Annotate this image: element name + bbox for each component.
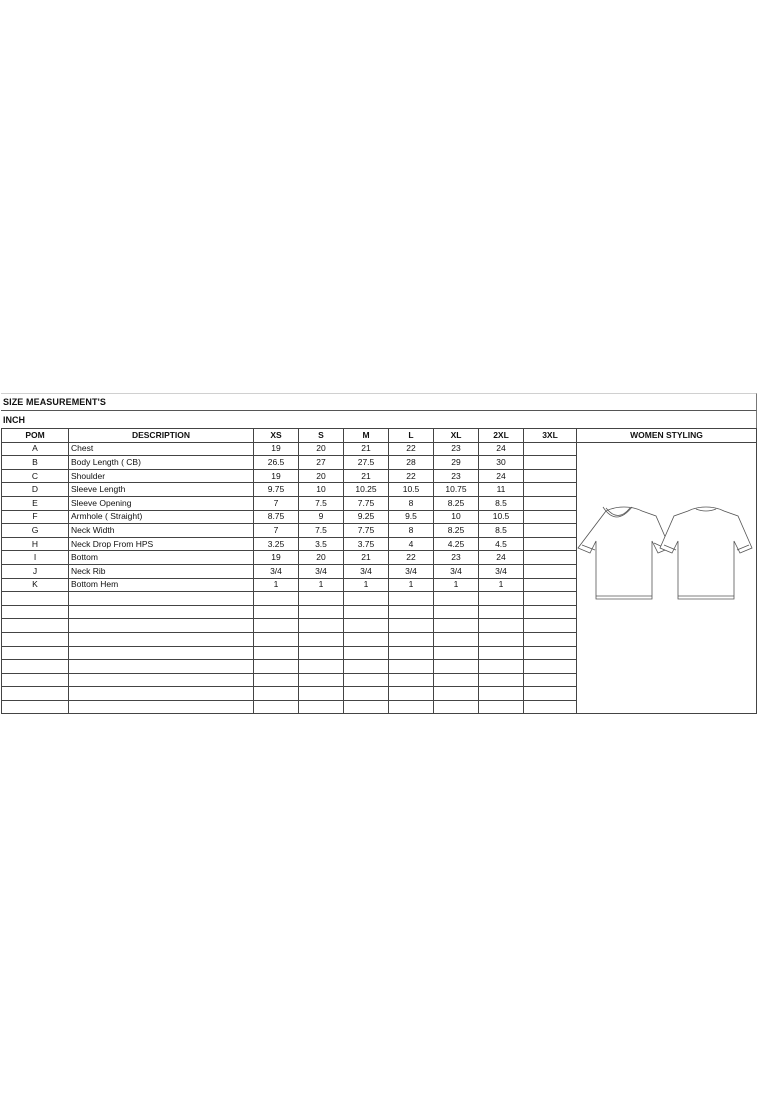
size-cell-m: 7.75 bbox=[344, 496, 389, 510]
styling-image-cell bbox=[576, 441, 756, 699]
empty-cell bbox=[524, 700, 577, 714]
size-cell-2xl: 24 bbox=[479, 469, 524, 483]
size-cell-3xl bbox=[524, 564, 577, 578]
size-cell-2xl: 8.5 bbox=[479, 524, 524, 538]
size-cell-2xl: 24 bbox=[479, 442, 524, 456]
empty-cell bbox=[344, 592, 389, 606]
empty-cell bbox=[2, 592, 69, 606]
empty-cell bbox=[254, 646, 299, 660]
description-cell: Neck Width bbox=[69, 524, 254, 538]
size-cell-2xl: 30 bbox=[479, 456, 524, 470]
empty-cell bbox=[434, 592, 479, 606]
description-cell: Armhole ( Straight) bbox=[69, 510, 254, 524]
size-cell-l: 22 bbox=[389, 551, 434, 565]
size-cell-xs: 7 bbox=[254, 496, 299, 510]
tshirt-flat-sketch bbox=[576, 503, 756, 603]
unit-row bbox=[1, 410, 757, 429]
size-cell-l: 9.5 bbox=[389, 510, 434, 524]
size-cell-3xl bbox=[524, 537, 577, 551]
size-cell-s: 1 bbox=[299, 578, 344, 592]
description-header: DESCRIPTION bbox=[69, 429, 254, 443]
size-cell-m: 3/4 bbox=[344, 564, 389, 578]
size-cell-xs: 9.75 bbox=[254, 483, 299, 497]
size-cell-xs: 26.5 bbox=[254, 456, 299, 470]
empty-cell bbox=[479, 632, 524, 646]
size-header-3xl: 3XL bbox=[524, 429, 577, 443]
size-cell-3xl bbox=[524, 469, 577, 483]
size-cell-m: 7.75 bbox=[344, 524, 389, 538]
size-cell-s: 7.5 bbox=[299, 524, 344, 538]
empty-cell bbox=[2, 632, 69, 646]
empty-cell bbox=[299, 700, 344, 714]
description-cell: Chest bbox=[69, 442, 254, 456]
empty-cell bbox=[389, 632, 434, 646]
size-cell-2xl: 4.5 bbox=[479, 537, 524, 551]
empty-cell bbox=[434, 687, 479, 701]
women-styling-header: WOMEN STYLING bbox=[577, 429, 757, 443]
empty-cell bbox=[254, 619, 299, 633]
empty-cell bbox=[479, 619, 524, 633]
size-cell-s: 10 bbox=[299, 483, 344, 497]
empty-cell bbox=[524, 646, 577, 660]
size-cell-2xl: 11 bbox=[479, 483, 524, 497]
pom-cell: K bbox=[2, 578, 69, 592]
empty-cell bbox=[69, 646, 254, 660]
empty-cell bbox=[254, 605, 299, 619]
empty-cell bbox=[434, 605, 479, 619]
empty-cell bbox=[434, 673, 479, 687]
empty-cell bbox=[2, 646, 69, 660]
size-cell-s: 3/4 bbox=[299, 564, 344, 578]
empty-cell bbox=[479, 592, 524, 606]
size-cell-2xl: 10.5 bbox=[479, 510, 524, 524]
size-cell-m: 21 bbox=[344, 442, 389, 456]
empty-cell bbox=[434, 660, 479, 674]
pom-header: POM bbox=[2, 429, 69, 443]
empty-cell bbox=[2, 605, 69, 619]
pom-cell: E bbox=[2, 496, 69, 510]
size-cell-xs: 19 bbox=[254, 551, 299, 565]
empty-cell bbox=[344, 673, 389, 687]
empty-cell bbox=[389, 605, 434, 619]
empty-cell bbox=[69, 605, 254, 619]
size-header-2xl: 2XL bbox=[479, 429, 524, 443]
empty-cell bbox=[524, 619, 577, 633]
size-cell-xl: 23 bbox=[434, 551, 479, 565]
size-header-xs: XS bbox=[254, 429, 299, 443]
empty-cell bbox=[479, 673, 524, 687]
size-cell-xs: 7 bbox=[254, 524, 299, 538]
size-cell-m: 3.75 bbox=[344, 537, 389, 551]
size-header-l: L bbox=[389, 429, 434, 443]
size-cell-s: 20 bbox=[299, 469, 344, 483]
description-cell: Shoulder bbox=[69, 469, 254, 483]
size-cell-3xl bbox=[524, 496, 577, 510]
pom-cell: J bbox=[2, 564, 69, 578]
size-cell-l: 22 bbox=[389, 469, 434, 483]
empty-cell bbox=[299, 592, 344, 606]
empty-cell bbox=[524, 673, 577, 687]
size-cell-s: 3.5 bbox=[299, 537, 344, 551]
size-cell-3xl bbox=[524, 456, 577, 470]
empty-cell bbox=[479, 660, 524, 674]
size-cell-3xl bbox=[524, 551, 577, 565]
description-cell: Bottom Hem bbox=[69, 578, 254, 592]
size-cell-2xl: 3/4 bbox=[479, 564, 524, 578]
empty-cell bbox=[344, 619, 389, 633]
size-cell-2xl: 1 bbox=[479, 578, 524, 592]
empty-cell bbox=[524, 605, 577, 619]
empty-cell bbox=[69, 592, 254, 606]
size-cell-xl: 1 bbox=[434, 578, 479, 592]
empty-cell bbox=[299, 619, 344, 633]
size-cell-xs: 19 bbox=[254, 442, 299, 456]
description-cell: Sleeve Length bbox=[69, 483, 254, 497]
size-header-xl: XL bbox=[434, 429, 479, 443]
size-cell-xl: 10.75 bbox=[434, 483, 479, 497]
size-header-m: M bbox=[344, 429, 389, 443]
tshirt-back-sketch bbox=[660, 507, 752, 599]
size-cell-xl: 8.25 bbox=[434, 496, 479, 510]
empty-cell bbox=[299, 632, 344, 646]
empty-cell bbox=[434, 700, 479, 714]
description-cell: Neck Rib bbox=[69, 564, 254, 578]
empty-cell bbox=[434, 646, 479, 660]
size-cell-xl: 23 bbox=[434, 442, 479, 456]
empty-cell bbox=[69, 619, 254, 633]
size-cell-2xl: 24 bbox=[479, 551, 524, 565]
size-spec-sheet bbox=[1, 393, 757, 700]
empty-cell bbox=[479, 605, 524, 619]
empty-cell bbox=[299, 646, 344, 660]
size-cell-l: 3/4 bbox=[389, 564, 434, 578]
empty-cell bbox=[299, 687, 344, 701]
title-row bbox=[1, 393, 757, 411]
empty-cell bbox=[434, 632, 479, 646]
empty-cell bbox=[434, 619, 479, 633]
empty-cell bbox=[69, 660, 254, 674]
size-cell-l: 4 bbox=[389, 537, 434, 551]
empty-cell bbox=[389, 646, 434, 660]
empty-cell bbox=[254, 687, 299, 701]
empty-cell bbox=[254, 632, 299, 646]
size-cell-m: 27.5 bbox=[344, 456, 389, 470]
empty-cell bbox=[69, 632, 254, 646]
empty-cell bbox=[2, 673, 69, 687]
pom-cell: I bbox=[2, 551, 69, 565]
empty-cell bbox=[389, 660, 434, 674]
pom-cell: G bbox=[2, 524, 69, 538]
empty-cell bbox=[344, 687, 389, 701]
empty-cell bbox=[524, 592, 577, 606]
empty-cell bbox=[69, 687, 254, 701]
size-cell-l: 1 bbox=[389, 578, 434, 592]
size-cell-xl: 10 bbox=[434, 510, 479, 524]
size-cell-3xl bbox=[524, 524, 577, 538]
pom-cell: F bbox=[2, 510, 69, 524]
size-cell-l: 8 bbox=[389, 496, 434, 510]
size-cell-xs: 19 bbox=[254, 469, 299, 483]
size-cell-s: 27 bbox=[299, 456, 344, 470]
size-cell-m: 1 bbox=[344, 578, 389, 592]
empty-cell bbox=[344, 605, 389, 619]
unit-label: INCH bbox=[3, 415, 25, 425]
empty-cell bbox=[344, 660, 389, 674]
size-cell-xs: 1 bbox=[254, 578, 299, 592]
empty-cell bbox=[299, 673, 344, 687]
pom-cell: B bbox=[2, 456, 69, 470]
size-cell-3xl bbox=[524, 442, 577, 456]
size-cell-l: 10.5 bbox=[389, 483, 434, 497]
size-cell-xs: 3/4 bbox=[254, 564, 299, 578]
empty-cell bbox=[2, 619, 69, 633]
empty-cell bbox=[254, 592, 299, 606]
size-cell-l: 28 bbox=[389, 456, 434, 470]
size-cell-xl: 4.25 bbox=[434, 537, 479, 551]
empty-cell bbox=[524, 687, 577, 701]
size-cell-3xl bbox=[524, 483, 577, 497]
size-cell-m: 10.25 bbox=[344, 483, 389, 497]
empty-cell bbox=[2, 660, 69, 674]
empty-cell bbox=[344, 632, 389, 646]
pom-cell: H bbox=[2, 537, 69, 551]
empty-cell bbox=[2, 687, 69, 701]
pom-cell: D bbox=[2, 483, 69, 497]
sheet-title: SIZE MEASUREMENT'S bbox=[3, 397, 106, 407]
size-cell-s: 20 bbox=[299, 442, 344, 456]
empty-cell bbox=[389, 687, 434, 701]
size-cell-l: 22 bbox=[389, 442, 434, 456]
size-cell-3xl bbox=[524, 578, 577, 592]
empty-cell bbox=[299, 660, 344, 674]
size-cell-xl: 8.25 bbox=[434, 524, 479, 538]
empty-cell bbox=[479, 646, 524, 660]
description-cell: Body Length ( CB) bbox=[69, 456, 254, 470]
empty-cell bbox=[524, 632, 577, 646]
empty-cell bbox=[254, 660, 299, 674]
empty-cell bbox=[69, 673, 254, 687]
empty-cell bbox=[254, 673, 299, 687]
size-cell-2xl: 8.5 bbox=[479, 496, 524, 510]
size-cell-xs: 8.75 bbox=[254, 510, 299, 524]
size-cell-s: 7.5 bbox=[299, 496, 344, 510]
tshirt-front-sketch bbox=[578, 507, 670, 599]
empty-cell bbox=[389, 619, 434, 633]
description-cell: Sleeve Opening bbox=[69, 496, 254, 510]
size-cell-m: 9.25 bbox=[344, 510, 389, 524]
empty-cell bbox=[299, 605, 344, 619]
empty-cell bbox=[389, 673, 434, 687]
empty-cell bbox=[389, 592, 434, 606]
pom-cell: C bbox=[2, 469, 69, 483]
size-cell-3xl bbox=[524, 510, 577, 524]
size-cell-m: 21 bbox=[344, 551, 389, 565]
description-cell: Neck Drop From HPS bbox=[69, 537, 254, 551]
empty-cell bbox=[524, 660, 577, 674]
empty-cell bbox=[479, 687, 524, 701]
size-cell-xs: 3.25 bbox=[254, 537, 299, 551]
empty-cell bbox=[344, 700, 389, 714]
empty-cell bbox=[69, 700, 254, 714]
size-cell-s: 9 bbox=[299, 510, 344, 524]
size-cell-xl: 23 bbox=[434, 469, 479, 483]
empty-cell bbox=[2, 700, 69, 714]
description-cell: Bottom bbox=[69, 551, 254, 565]
empty-cell bbox=[389, 700, 434, 714]
size-cell-s: 20 bbox=[299, 551, 344, 565]
empty-cell bbox=[479, 700, 524, 714]
empty-cell bbox=[344, 646, 389, 660]
size-header-s: S bbox=[299, 429, 344, 443]
size-cell-xl: 3/4 bbox=[434, 564, 479, 578]
empty-cell bbox=[254, 700, 299, 714]
pom-cell: A bbox=[2, 442, 69, 456]
size-cell-xl: 29 bbox=[434, 456, 479, 470]
size-cell-l: 8 bbox=[389, 524, 434, 538]
size-cell-m: 21 bbox=[344, 469, 389, 483]
